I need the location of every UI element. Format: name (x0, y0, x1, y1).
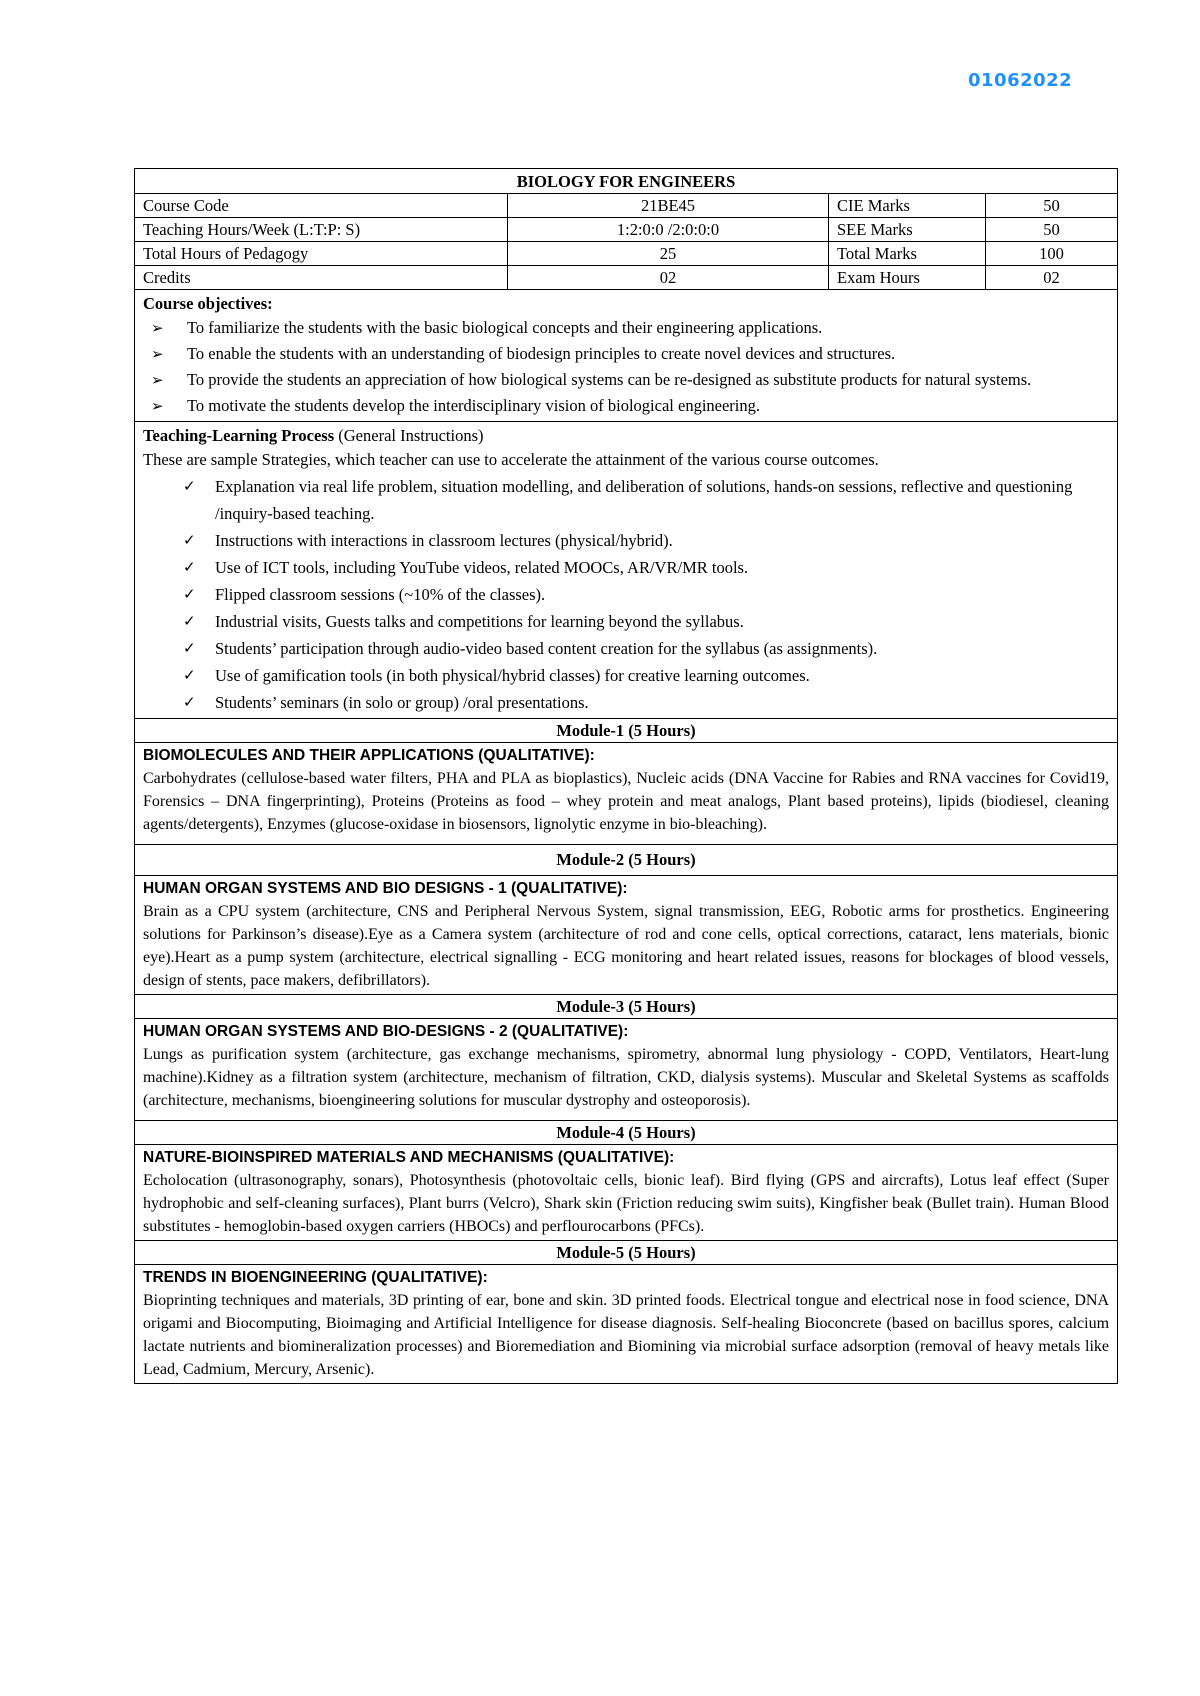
module-5-body: Bioprinting techniques and materials, 3D printing of ear, bone and skin. 3D printed foods. Electrical tongue and electrical nose in food science, DNA origami and Biocomputing, Bioimaging and Artificial Intelligence for disease diagnosis. Self-healing Bioconcrete (based on bacillus spores, calcium lactate nutrients and biomineralization processes) and Bioremediation and Biomining via microbial surface adsorption (removal of heavy metals like Lead, Cadmium, Mercury, Arsenic). (143, 1292, 1110, 1378)
strategy-text: Explanation via real life problem, situation modelling, and deliberation of solutions, hands-on sessions, reflective and questioning /inquiry-based teaching. (215, 477, 1073, 523)
info-row-credits (135, 266, 1118, 290)
strategy-text: Use of ICT tools, including YouTube videos, related MOOCs, AR/VR/MR tools. (215, 558, 749, 577)
check-icon: ✓ (183, 693, 196, 711)
arrow-bullet-icon: ➢ (151, 397, 164, 415)
check-icon: ✓ (183, 666, 196, 684)
course-objectives-heading: Course objectives: (143, 294, 273, 313)
course-code-label: Course Code (135, 194, 508, 218)
check-icon: ✓ (183, 531, 196, 549)
module-2-body: Brain as a CPU system (architecture, CNS and Peripheral Nervous System, signal transmission, EEG, Robotic arms for prosthetics. Engineering solutions for Parkinson’s disease).Eye as a Camera system (architecture of rod and cone cells, optical corrections, cataract, lens materials, bionic eye).Heart as a pump system (architecture, electrical signalling - ECG monitoring and heart related issues, reasons for blockages of blood vessels, design of stents, pace makers, defibrillators). (143, 903, 1110, 989)
module-4-header: Module-4 (5 Hours) (135, 1121, 1118, 1145)
exam-hours-value: 02 (986, 266, 1118, 290)
see-marks-value: 50 (986, 218, 1118, 242)
module-3-header: Module-3 (5 Hours) (135, 995, 1118, 1019)
strategy-text: Students’ seminars (in solo or group) /oral presentations. (215, 693, 589, 712)
arrow-bullet-icon: ➢ (151, 319, 164, 337)
strategy-item (143, 635, 1109, 662)
cie-marks-label: CIE Marks (829, 194, 986, 218)
module-3-content (135, 1019, 1118, 1121)
arrow-bullet-icon: ➢ (151, 371, 164, 389)
check-icon: ✓ (183, 639, 196, 657)
module-1-content (135, 743, 1118, 845)
strategy-text: Use of gamification tools (in both physical/hybrid classes) for creative learning outcomes. (215, 666, 810, 685)
teaching-learning-heading-suffix: (General Instructions) (334, 426, 484, 445)
module-4-body: Echolocation (ultrasonography, sonars), Photosynthesis (photovoltaic cells, bionic leaf). Bird flying (GPS and aircrafts), Lotus leaf effect (Super hydrophobic and self-cleaning surfaces), Plant burrs (Velcro), Shark skin (Friction reducing swim suits), Kingfisher beak (Bullet train). Human Blood substitutes - hemoglobin-based oxygen carriers (HBOCs) and perflourocarbons (PFCs). (143, 1172, 1110, 1235)
strategy-text: Industrial visits, Guests talks and competitions for learning beyond the syllabus. (215, 612, 744, 631)
teaching-learning-heading-line (143, 424, 1109, 447)
objective-text: To enable the students with an understanding of biodesign principles to create novel devices and structures. (187, 344, 896, 363)
exam-hours-label: Exam Hours (829, 266, 986, 290)
course-objectives-section (135, 290, 1118, 422)
total-marks-label: Total Marks (829, 242, 986, 266)
strategy-text: Flipped classroom sessions (~10% of the classes). (215, 585, 546, 604)
objective-item (143, 393, 1109, 419)
strategy-item (143, 473, 1109, 527)
module-1-body: Carbohydrates (cellulose-based water filters, PHA and PLA as bioplastics), Nucleic acids (DNA Vaccine for Rabies and RNA vaccines for Covid19, Forensics – DNA fingerprinting), Proteins (Proteins as food – whey protein and meat analogs, Plant based proteins), lipids (biodiesel, cleaning agents/detergents), Enzymes (glucose-oxidase in biosensors, lignolytic enzyme in bio-bleaching). (143, 770, 1110, 833)
module-5-topic: TRENDS IN BIOENGINEERING (QUALITATIVE): (143, 1269, 488, 1286)
pedagogy-hours-value: 25 (508, 242, 829, 266)
strategy-item (143, 662, 1109, 689)
course-title: BIOLOGY FOR ENGINEERS (135, 169, 1118, 194)
total-marks-value: 100 (986, 242, 1118, 266)
info-row-pedagogy (135, 242, 1118, 266)
strategy-item (143, 689, 1109, 716)
check-icon: ✓ (183, 612, 196, 630)
credits-label: Credits (135, 266, 508, 290)
module-3-body: Lungs as purification system (architecture, gas exchange mechanisms, spirometry, abnormal lung physiology - COPD, Ventilators, Heart-lung machine).Kidney as a filtration system (architecture, mechanism of filtration, CKD, dialysis systems). Muscular and Skeletal Systems as scaffolds (architecture, mechanisms, bioengineering solutions for muscular dystrophy and osteoporosis). (143, 1046, 1110, 1109)
check-icon: ✓ (183, 585, 196, 603)
module-2-header: Module-2 (5 Hours) (135, 845, 1118, 876)
check-icon: ✓ (183, 558, 196, 576)
objective-item (143, 367, 1109, 393)
objective-item (143, 341, 1109, 367)
module-3-topic: HUMAN ORGAN SYSTEMS AND BIO-DESIGNS - 2 (QUALITATIVE): (143, 1023, 629, 1040)
module-1-topic: BIOMOLECULES AND THEIR APPLICATIONS (QUALITATIVE): (143, 747, 595, 764)
objective-item (143, 315, 1109, 341)
module-2-topic: HUMAN ORGAN SYSTEMS AND BIO DESIGNS - 1 (QUALITATIVE): (143, 880, 628, 897)
course-code-value: 21BE45 (508, 194, 829, 218)
teaching-hours-label: Teaching Hours/Week (L:T:P: S) (135, 218, 508, 242)
arrow-bullet-icon: ➢ (151, 345, 164, 363)
objective-text: To motivate the students develop the interdisciplinary vision of biological engineering. (187, 396, 761, 415)
strategy-item (143, 581, 1109, 608)
module-1-header: Module-1 (5 Hours) (135, 719, 1118, 743)
check-icon: ✓ (183, 477, 196, 495)
syllabus-table (134, 168, 1118, 1384)
objectives-list (143, 315, 1109, 419)
objective-text: To provide the students an appreciation of how biological systems can be re-designed as substitute products for natural systems. (187, 370, 1032, 389)
see-marks-label: SEE Marks (829, 218, 986, 242)
strategy-item (143, 527, 1109, 554)
info-row-teaching-hours (135, 218, 1118, 242)
module-4-topic: NATURE-BIOINSPIRED MATERIALS AND MECHANISMS (QUALITATIVE): (143, 1149, 675, 1166)
document-id: 01062022 (968, 70, 1073, 91)
cie-marks-value: 50 (986, 194, 1118, 218)
teaching-learning-section (135, 422, 1118, 719)
teaching-learning-heading: Teaching-Learning Process (143, 426, 335, 445)
teaching-hours-value: 1:2:0:0 /2:0:0:0 (508, 218, 829, 242)
credits-value: 02 (508, 266, 829, 290)
teaching-learning-intro: These are sample Strategies, which teacher can use to accelerate the attainment of the various course outcomes. (143, 450, 879, 469)
module-2-content (135, 876, 1118, 995)
strategy-item (143, 608, 1109, 635)
strategies-list (143, 473, 1109, 716)
strategy-text: Students’ participation through audio-video based content creation for the syllabus (as assignments). (215, 639, 878, 658)
module-5-header: Module-5 (5 Hours) (135, 1241, 1118, 1265)
pedagogy-hours-label: Total Hours of Pedagogy (135, 242, 508, 266)
module-4-content (135, 1145, 1118, 1241)
module-5-content (135, 1265, 1118, 1384)
objective-text: To familiarize the students with the basic biological concepts and their engineering applications. (187, 318, 823, 337)
strategy-text: Instructions with interactions in classroom lectures (physical/hybrid). (215, 531, 673, 550)
strategy-item (143, 554, 1109, 581)
info-row-course-code (135, 194, 1118, 218)
